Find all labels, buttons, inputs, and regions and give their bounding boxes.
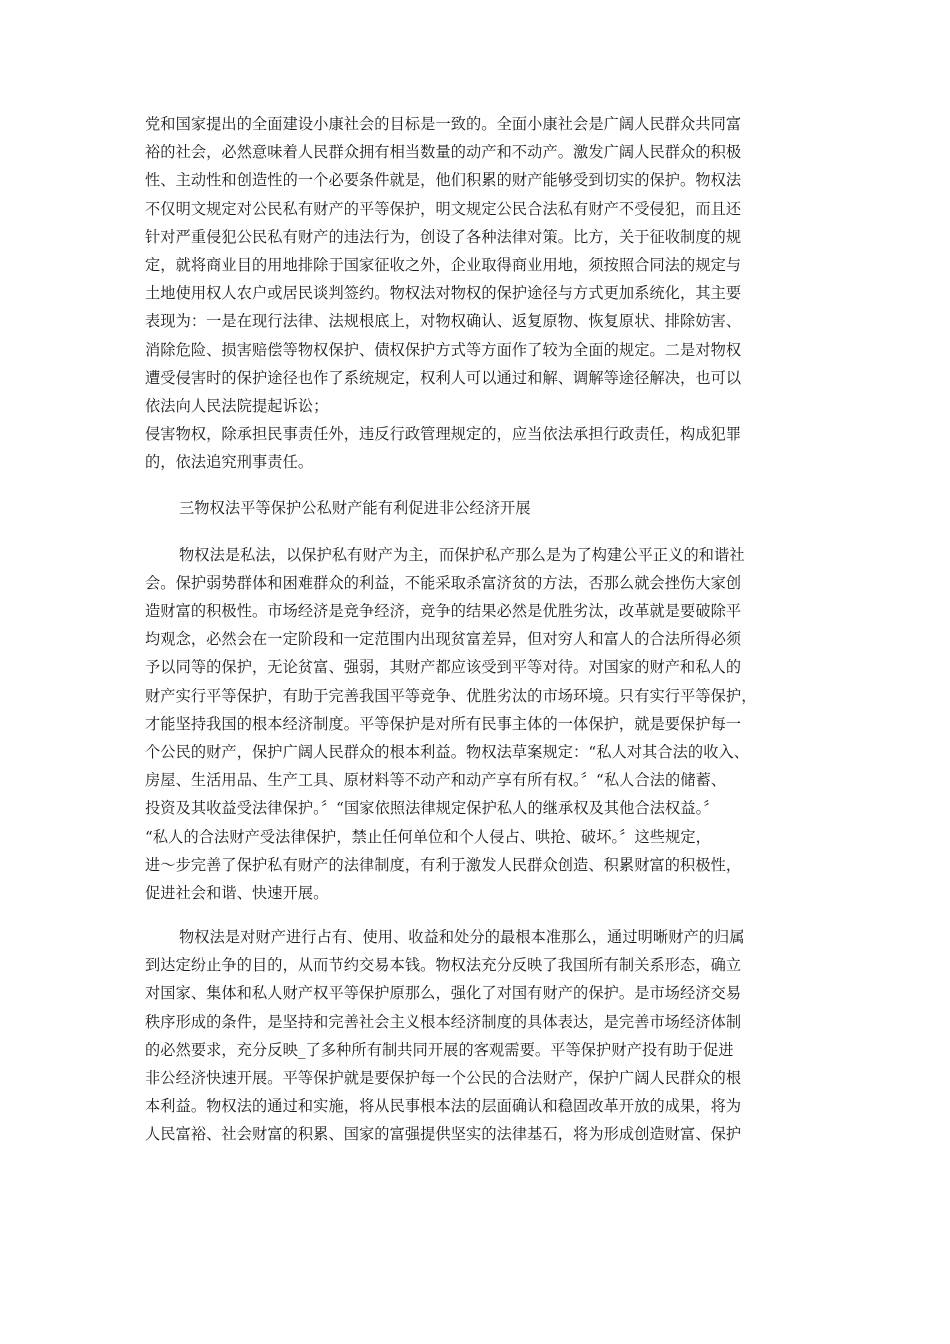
text-line: 依法向人民法院提起诉讼； — [145, 396, 329, 415]
document-page — [145, 110, 815, 1149]
text-line: 表现为：一是在现行法律、法规根底上，对物权确认、返复原物、恢复原状、排除妨害、 — [145, 312, 742, 331]
text-line: 才能坚持我国的根本经济制度。平等保护是对所有民事主体的一体保护，就是要保护每一 — [145, 714, 742, 733]
text-line: 土地使用权人农户或居民谈判签约。物权法对物权的保护途径与方式更加系统化，其主要 — [145, 284, 742, 303]
text-line: 侵害物权，除承担民事责任外，违反行政管理规定的，应当依法承担行政责任，构成犯罪 — [145, 425, 742, 444]
text-line: 消除危险、损害赔偿等物权保护、债权保护方式等方面作了较为全面的规定。二是对物权 — [145, 340, 742, 359]
text-line: 造财富的积极性。市场经济是竞争经济，竞争的结果必然是优胜劣汰，改革就是要破除平 — [145, 602, 742, 620]
text-line: 投资及其收益受法律保护。〞“国家依照法律规定保护私人的继承权及其他合法权益。〞 — [145, 799, 719, 818]
text-line: 针对严重侵犯公民私有财产的违法行为，创设了各种法律对策。比方，关于征收制度的规 — [145, 227, 742, 246]
text-line: 非公经济快速开展。平等保护就是要保护每一个公民的合法财产，保护广阔人民群众的根 — [145, 1069, 742, 1087]
text-line: 会。保护弱势群体和困难群众的利益，不能采取杀富济贫的方法，否那么就会挫伤大家创 — [145, 573, 742, 592]
text-line: 进～步完善了保护私有财产的法律制度，有利于激发人民群众创造、积累财富的积极性， — [145, 855, 742, 874]
section-heading: 三物权法平等保护公私财产能有利促进非公经济开展 — [179, 499, 531, 518]
text-line: 予以同等的保护，无论贫富、强弱，其财产都应该受到平等对待。对国家的财产和私人的 — [145, 658, 742, 677]
text-line: 物权法是私法，以保护私有财产为主，而保护私产那么是为了构建公平正义的和谐社 — [179, 545, 745, 564]
text-line: 的，依法追究刑事责任。 — [145, 453, 314, 472]
text-line: 定，就将商业目的用地排除于国家征收之外，企业取得商业用地，须按照合同法的规定与 — [145, 255, 742, 274]
text-line: 的必然要求，充分反映_了多种所有制共同开展的客观需要。平等保护财产投有助于促进 — [145, 1040, 734, 1059]
text-line: 裕的社会，必然意味着人民群众拥有相当数量的动产和不动产。激发广阔人民群众的积极 — [145, 143, 742, 162]
text-line: 物权法是对财产进行占有、使用、收益和处分的最根本准那么，通过明晰财产的归属 — [179, 928, 745, 947]
text-line: 本利益。物权法的通过和实施，将从民事根本法的层面确认和稳固改革开放的成果，将为 — [145, 1097, 742, 1116]
text-line: 性、主动性和创造性的一个必要条件就是，他们积累的财产能够受到切实的保护。物权法 — [145, 171, 742, 190]
paragraph-1 — [145, 110, 815, 476]
text-line: 对国家、集体和私人财产权平等保护原那么，强化了对国有财产的保护。是市场经济交易 — [145, 984, 742, 1003]
section-heading-3 — [145, 494, 815, 522]
text-line: 财产实行平等保护，有助于完善我国平等竞争、优胜劣汰的市场环境。只有实行平等保护， — [145, 686, 757, 705]
text-line: 遭受侵害时的保护途径也作了系统规定，权利人可以通过和解、调解等途径解决，也可以 — [145, 368, 742, 387]
text-line: 均观念，必然会在一定阶段和一定范围内出现贫富差异，但对穷人和富人的合法所得必须 — [145, 630, 742, 649]
paragraph-2 — [145, 541, 815, 907]
text-line: 促进社会和谐、快速开展。 — [145, 883, 329, 902]
text-line: 秩序形成的条件，是坚持和完善社会主义根本经济制度的具体表达，是完善市场经济体制 — [145, 1012, 742, 1031]
text-line: 个公民的财产，保护广阔人民群众的根本利益。物权法草案规定：“私人对其合法的收入、 — [145, 742, 750, 761]
paragraph-3 — [145, 923, 815, 1149]
text-line: 党和国家提出的全面建设小康社会的目标是一致的。全面小康社会是广阔人民群众共同富 — [145, 115, 742, 133]
text-line: 不仅明文规定对公民私有财产的平等保护，明文规定公民合法私有财产不受侵犯，而且还 — [145, 199, 742, 218]
text-line: “私人的合法财产受法律保护，禁止任何单位和个人侵占、哄抢、破坏。〞这些规定， — [145, 827, 711, 846]
text-line: 人民富裕、社会财富的积累、国家的富强提供坚实的法律基石，将为形成创造财富、保护 — [145, 1125, 742, 1144]
text-line: 房屋、生活用品、生产工具、原材料等不动产和动产享有所有权。〞“私人合法的储蓄、 — [145, 771, 727, 790]
text-line: 到达定纷止争的目的，从而节约交易本钱。物权法充分反映了我国所有制关系形态，确立 — [145, 956, 742, 975]
